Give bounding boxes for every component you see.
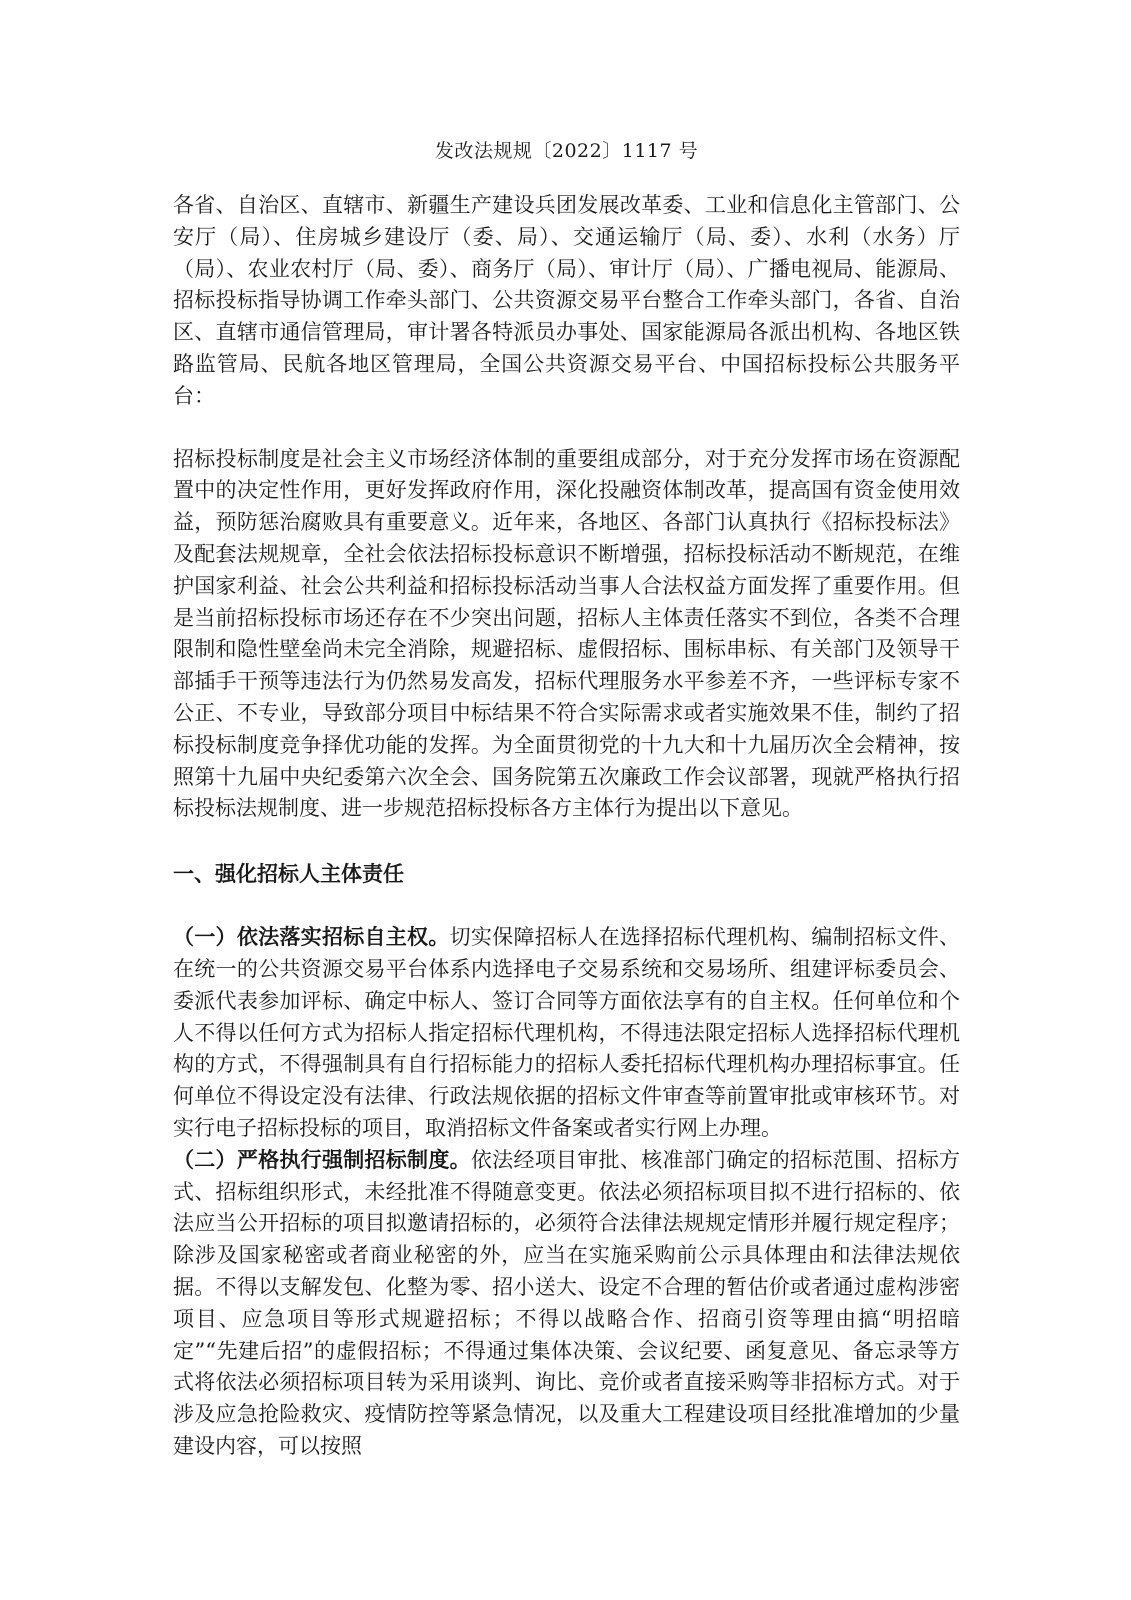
preamble-paragraph: 招标投标制度是社会主义市场经济体制的重要组成部分，对于充分发挥市场在资源配置中的决定性作用，更好发挥政府作用，深化投融资体制改革，提高国有资金使用效益，预防惩治腐败具有重要意义。近年来，各地区、各部门认真执行《招标投标法》及配套法规规章，全社会依法招标投标意识不断增强，招标投标活动不断规范，在维护国家利益、社会公共利益和招标投标活动当事人合法权益方面发挥了重要作用。但是当前招标投标市场还存在不少突出问题，招标人主体责任落实不到位，各类不合理限制和隐性壁垒尚未完全消除，规避招标、虚假招标、围标串标、有关部门及领导干部插手干预等违法行为仍然易发高发，招标代理服务水平参差不齐，一些评标专家不公正、不专业，导致部分项目中标结果不符合实际需求或者实施效果不佳，制约了招标投标制度竞争择优功能的发挥。为全面贯彻党的十九大和十九届历次全会精神，按照第十九届中央纪委第六次全会、国务院第五次廉政工作会议部署，现就严格执行招标投标法规制度、进一步规范招标投标各方主体行为提出以下意见。 bbox=[173, 446, 960, 821]
item-body-2: 依法经项目审批、核准部门确定的招标范围、招标方式、招标组织形式，未经批准不得随意变更。依法必须招标项目拟不进行招标的、依法应当公开招标的项目拟邀请招标的，必须符合法律法规规定情形并履行规定程序；除涉及国家秘密或者商业秘密的外，应当在实施采购前公示具体理由和法律法规依据。不得以支解发包、化整为零、招小送大、设定不合理的暂估价或者通过虚构涉密项目、应急项目等形式规避招标；不得以战略合作、招商引资等理由搞“明招暗定”“先建后招”的虚假招标；不得通过集体决策、会议纪要、函复意见、备忘录等方式将依法必须招标项目转为采用谈判、询比、竞价或者直接采购等非招标方式。对于涉及应急抢险救灾、疫情防控等紧急情况，以及重大工程建设项目经批准增加的少量建设内容，可以按照 bbox=[173, 1147, 960, 1458]
item-title-2: （二）严格执行强制招标制度。 bbox=[173, 1147, 471, 1172]
item-paragraph-2 bbox=[173, 1145, 960, 1463]
section-heading: 一、强化招标人主体责任 bbox=[173, 862, 404, 887]
document-number: 发改法规规〔2022〕1117 号 bbox=[434, 140, 699, 162]
addressee-paragraph: 各省、自治区、直辖市、新疆生产建设兵团发展改革委、工业和信息化主管部门、公安厅（局）、住房城乡建设厅（委、局）、交通运输厅（局、委）、水利（水务）厅（局）、农业农村厅（局、委）、商务厅（局）、审计厅（局）、广播电视局、能源局、招标投标指导协调工作牵头部门、公共资源交易平台整合工作牵头部门，各省、自治区、直辖市通信管理局，审计署各特派员办事处、国家能源局各派出机构、各地区铁路监管局、民航各地区管理局，全国公共资源交易平台、中国招标投标公共服务平台： bbox=[173, 193, 960, 408]
item-paragraph-1 bbox=[173, 922, 960, 1145]
item-body-1: 切实保障招标人在选择招标代理机构、编制招标文件、在统一的公共资源交易平台体系内选择电子交易系统和交易场所、组建评标委员会、委派代表参加评标、确定中标人、签订合同等方面依法享有的自主权。任何单位和个人不得以任何方式为招标人指定招标代理机构，不得违法限定招标人选择招标代理机构的方式，不得强制具有自行招标能力的招标人委托招标代理机构办理招标事宜。任何单位不得设定没有法律、行政法规依据的招标文件审查等前置审批或审核环节。对实行电子招标投标的项目，取消招标文件备案或者实行网上办理。 bbox=[173, 925, 961, 1140]
item-title-1: （一）依法落实招标自主权。 bbox=[173, 925, 450, 950]
document-page bbox=[173, 130, 960, 1463]
